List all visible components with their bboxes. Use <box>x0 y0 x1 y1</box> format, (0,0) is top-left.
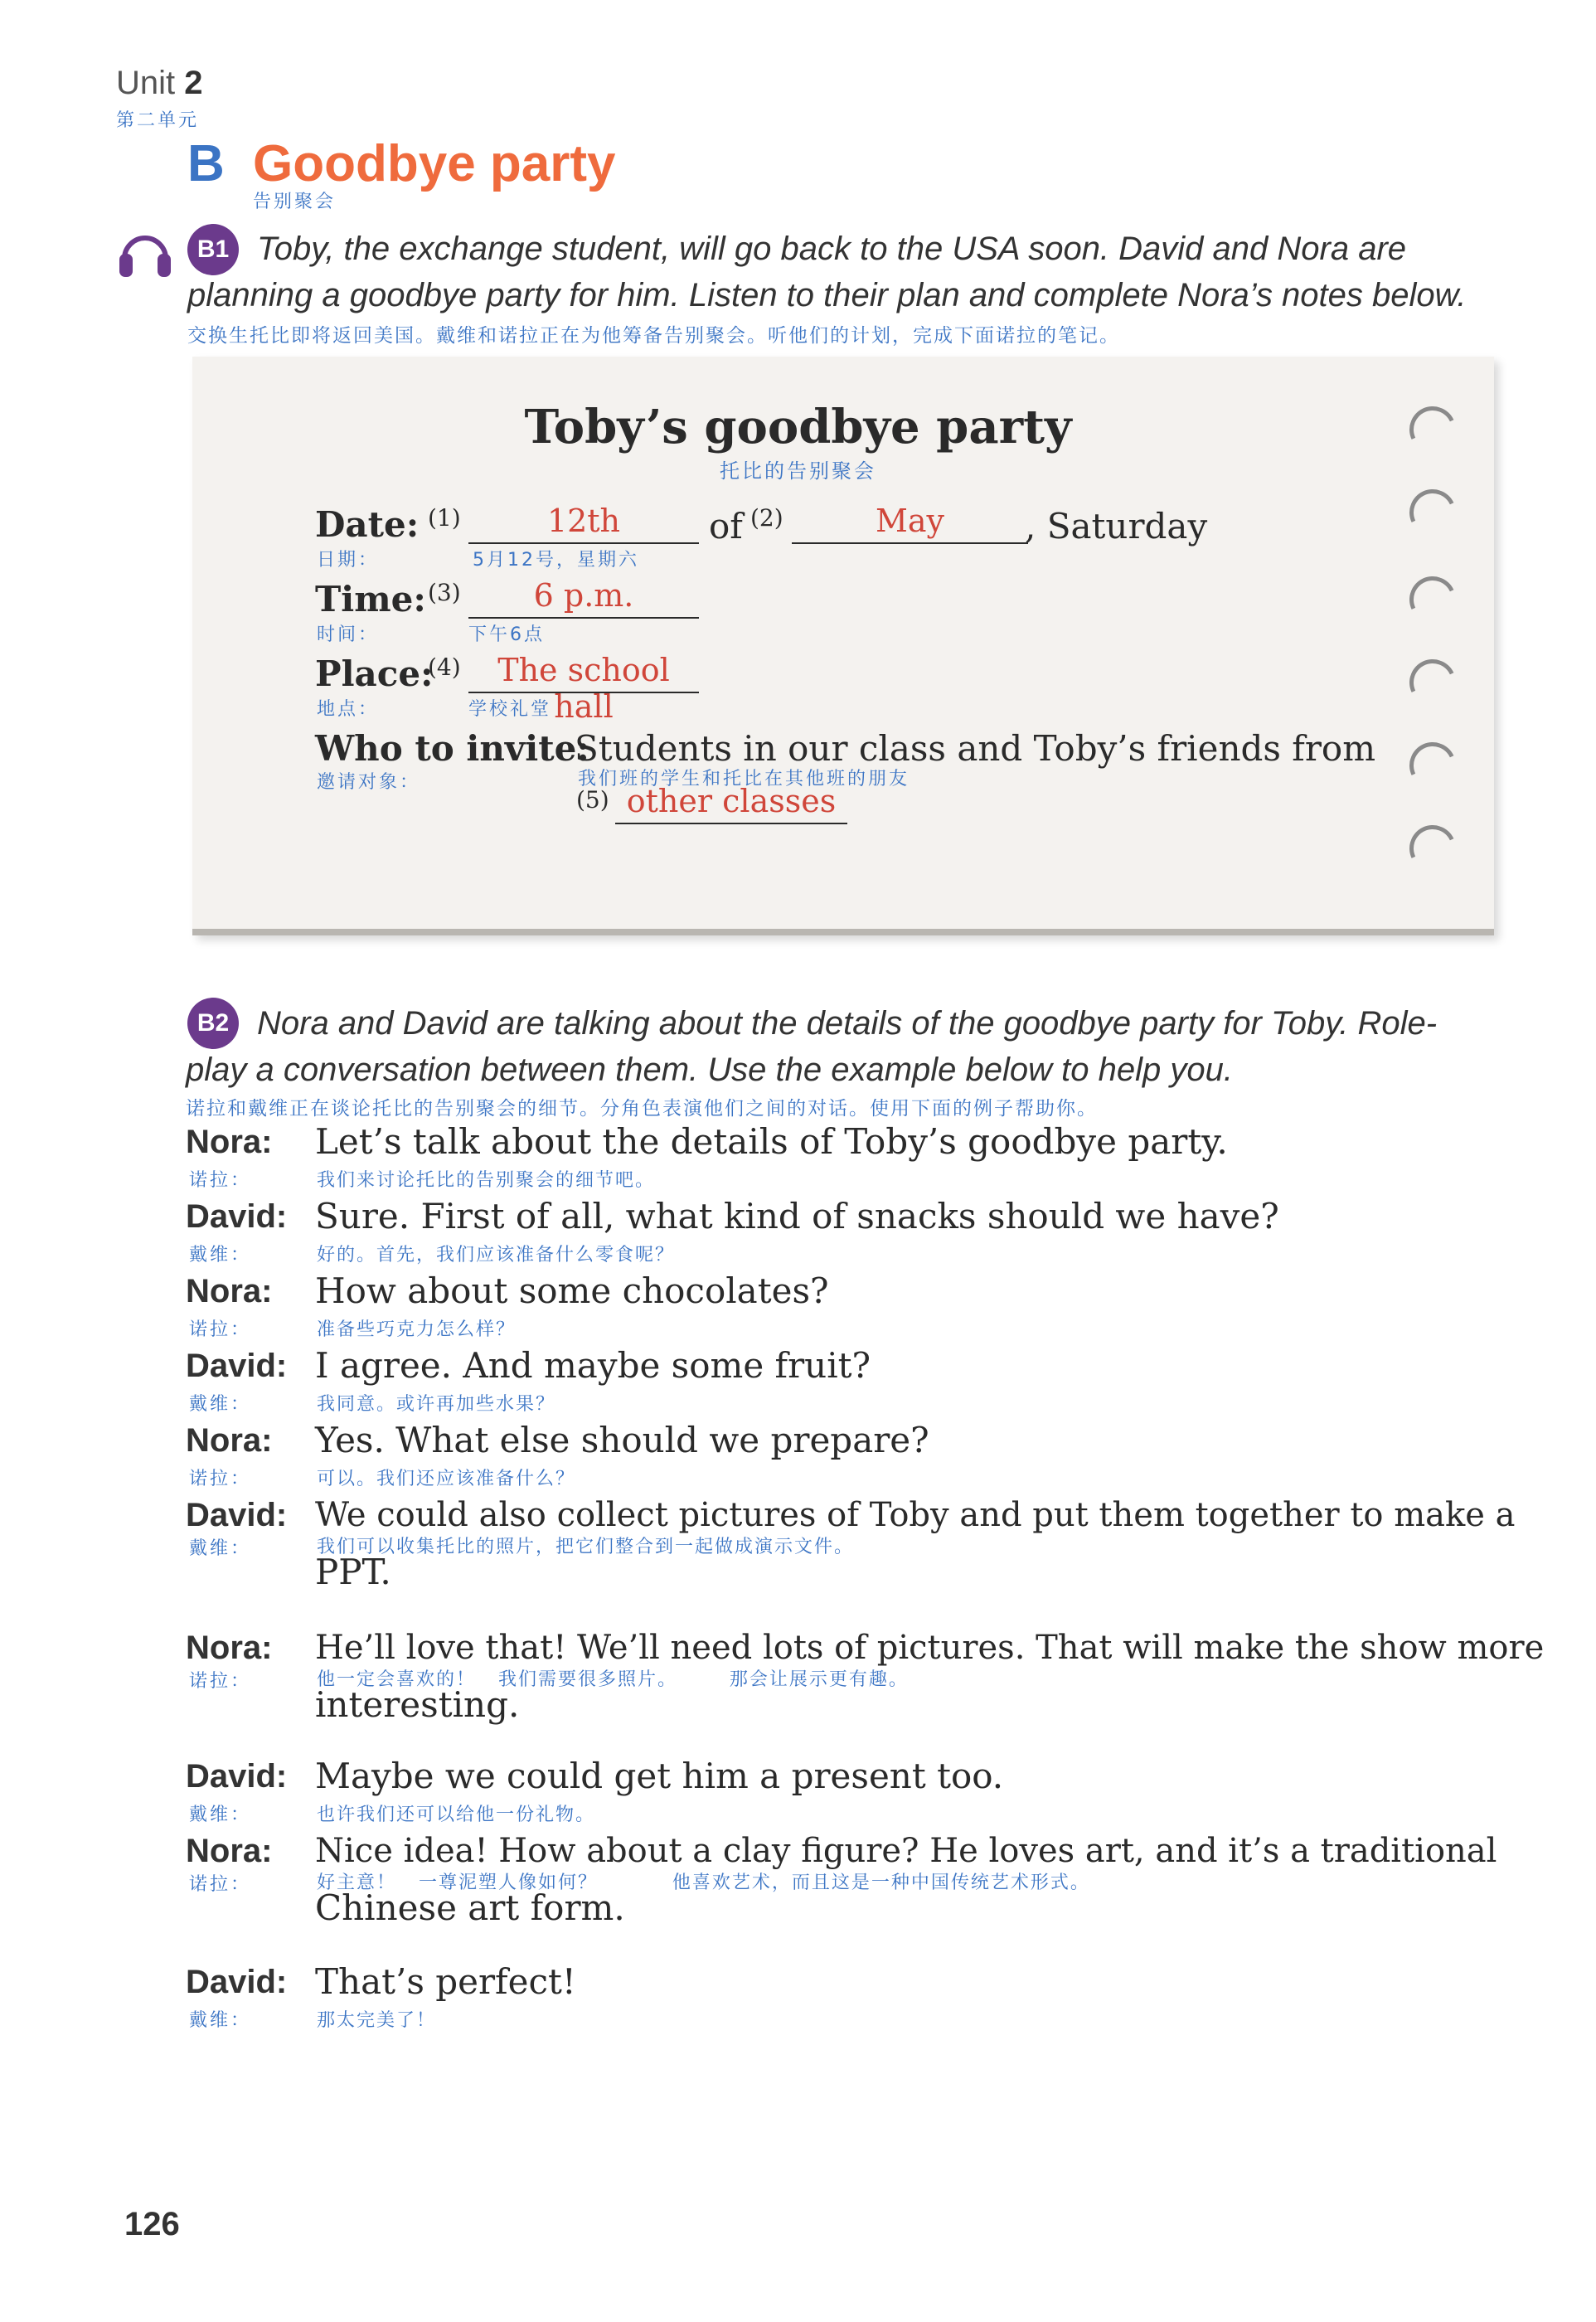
dialogue-line-cn: 好的。首先，我们应该准备什么零食呢？ <box>317 1245 676 1265</box>
dialogue-speaker-cn: 诺拉： <box>189 1671 252 1692</box>
b2-instruction-line1: Nora and David are talking about the details of the goodbye party for Toby. Role- <box>257 1005 1438 1042</box>
task-badge-b2: B2 <box>187 998 239 1049</box>
section-letter: B <box>187 135 225 192</box>
dialogue-speaker: Nora: <box>186 1422 273 1459</box>
dialogue-line: Yes. What else should we prepare? <box>315 1420 929 1460</box>
place-answer-cn: 学校礼堂 <box>468 699 552 720</box>
page-number: 126 <box>124 2206 180 2242</box>
b1-instruction-line1: Toby, the exchange student, will go back to the USA soon. David and Nora are <box>257 231 1407 267</box>
b1-instruction-cn: 交换生托比即将返回美国。戴维和诺拉正在为他筹备告别聚会。听他们的计划，完成下面诺拉的笔记。 <box>187 325 1120 347</box>
task-badge-b1: B1 <box>187 224 239 275</box>
answer-date-day: 12th <box>468 503 699 544</box>
dialogue-line-cn: 也许我们还可以给他一份礼物。 <box>317 1805 596 1825</box>
dialogue-line-cn: 准备些巧克力怎么样？ <box>317 1319 517 1340</box>
dialogue-speaker-cn: 诺拉： <box>189 1170 252 1191</box>
date-of-text: of <box>709 506 743 546</box>
place-label: Place: <box>315 653 434 694</box>
dialogue-line-cn: 我们来讨论托比的告别聚会的细节吧。 <box>317 1170 656 1191</box>
dialogue-speaker: Nora: <box>186 1273 273 1309</box>
dialogue-speaker-cn: 戴维： <box>189 1538 252 1559</box>
notes-title: Toby’s goodbye party <box>524 400 1072 454</box>
dialogue-line-cn: 好主意！ 一尊泥塑人像如何？ 他喜欢艺术，而且这是一种中国传统艺术形式。 <box>317 1873 1090 1893</box>
unit-title <box>116 65 203 102</box>
b2-instruction-line2: play a conversation between them. Use the example below to help you. <box>186 1052 1233 1088</box>
answer-date-month: May <box>792 503 1028 544</box>
dialogue-speaker-cn: 戴维： <box>189 1805 252 1825</box>
blank-number-1: (1) <box>428 504 461 532</box>
dialogue-speaker: David: <box>186 1964 288 2000</box>
dialogue-speaker-cn: 诺拉： <box>189 1469 252 1489</box>
dialogue-line-continued: Chinese art form. <box>315 1887 625 1928</box>
dialogue-line-cn: 我同意。或许再加些水果？ <box>317 1394 556 1415</box>
dialogue-line-cn: 可以。我们还应该准备什么？ <box>317 1469 576 1489</box>
notes-title-cn: 托比的告别聚会 <box>720 459 876 483</box>
unit-title-cn: 第二单元 <box>116 110 200 131</box>
blank-number-5: (5) <box>576 786 609 814</box>
invite-label-cn: 邀请对象： <box>317 772 421 793</box>
blank-number-2: (2) <box>750 504 783 532</box>
answer-time: 6 p.m. <box>468 577 699 619</box>
b1-instruction-line2: planning a goodbye party for him. Listen to their plan and complete Nora’s notes below. <box>187 277 1467 313</box>
b2-instruction-cn: 诺拉和戴维正在谈论托比的告别聚会的细节。分角色表演他们之间的对话。使用下面的例子帮助你。 <box>186 1098 1098 1120</box>
dialogue-line: How about some chocolates? <box>315 1270 829 1311</box>
invite-text: Students in our class and Toby’s friends from <box>575 728 1376 769</box>
dialogue-line: I agree. And maybe some fruit? <box>315 1345 871 1386</box>
dialogue-line: Nice idea! How about a clay figure? He loves art, and it’s a traditional <box>315 1832 1497 1870</box>
dialogue-line: Let’s talk about the details of Toby’s goodbye party. <box>315 1121 1228 1162</box>
unit-label: Unit <box>116 65 176 101</box>
answer-invite: other classes <box>615 783 847 824</box>
dialogue-speaker-cn: 诺拉： <box>189 1874 252 1895</box>
date-answer-cn: 5月12号，星期六 <box>473 550 639 571</box>
place-label-cn: 地点： <box>317 699 380 720</box>
dialogue-speaker: David: <box>186 1758 288 1795</box>
dialogue-line: We could also collect pictures of Toby and put them together to make a <box>315 1496 1516 1534</box>
dialogue-speaker: David: <box>186 1198 288 1235</box>
dialogue-line-cn: 那太完美了！ <box>317 2010 437 2031</box>
dialogue-line: That’s perfect! <box>315 1961 576 2002</box>
dialogue-speaker: David: <box>186 1497 288 1533</box>
invite-text-cn: 我们班的学生和托比在其他班的朋友 <box>578 769 910 789</box>
dialogue-line-continued: interesting. <box>315 1684 520 1725</box>
dialogue-line-cn: 他一定会喜欢的！ 我们需要很多照片。 那会让展示更有趣。 <box>317 1669 909 1690</box>
answer-place: The school hall <box>468 652 699 693</box>
dialogue-speaker: Nora: <box>186 1833 273 1869</box>
dialogue-speaker: Nora: <box>186 1630 273 1666</box>
date-label: Date: <box>315 504 420 545</box>
section-title-cn: 告别聚会 <box>253 192 337 212</box>
unit-number: 2 <box>184 65 203 101</box>
blank-number-4: (4) <box>428 653 461 681</box>
dialogue-speaker-cn: 戴维： <box>189 1394 252 1415</box>
time-label-cn: 时间： <box>317 624 380 645</box>
blank-number-3: (3) <box>428 579 461 606</box>
dialogue-line-continued: PPT. <box>315 1552 391 1592</box>
date-label-cn: 日期： <box>317 550 380 571</box>
dialogue-speaker-cn: 戴维： <box>189 2010 252 2031</box>
invite-label: Who to invite: <box>315 728 589 769</box>
date-suffix: , Saturday <box>1025 506 1208 546</box>
dialogue-speaker-cn: 戴维： <box>189 1245 252 1265</box>
dialogue-speaker: David: <box>186 1348 288 1384</box>
dialogue-speaker-cn: 诺拉： <box>189 1319 252 1340</box>
dialogue-line-cn: 我们可以收集托比的照片，把它们整合到一起做成演示文件。 <box>317 1537 855 1557</box>
headphones-icon <box>116 222 174 280</box>
time-answer-cn: 下午6点 <box>468 624 545 645</box>
dialogue-speaker: Nora: <box>186 1124 273 1160</box>
dialogue-line: Sure. First of all, what kind of snacks should we have? <box>315 1196 1279 1236</box>
section-title: Goodbye party <box>253 135 616 192</box>
dialogue-line: Maybe we could get him a present too. <box>315 1756 1004 1796</box>
dialogue-line: He’ll love that! We’ll need lots of pictures. That will make the show more <box>315 1629 1545 1667</box>
time-label: Time: <box>315 579 426 619</box>
